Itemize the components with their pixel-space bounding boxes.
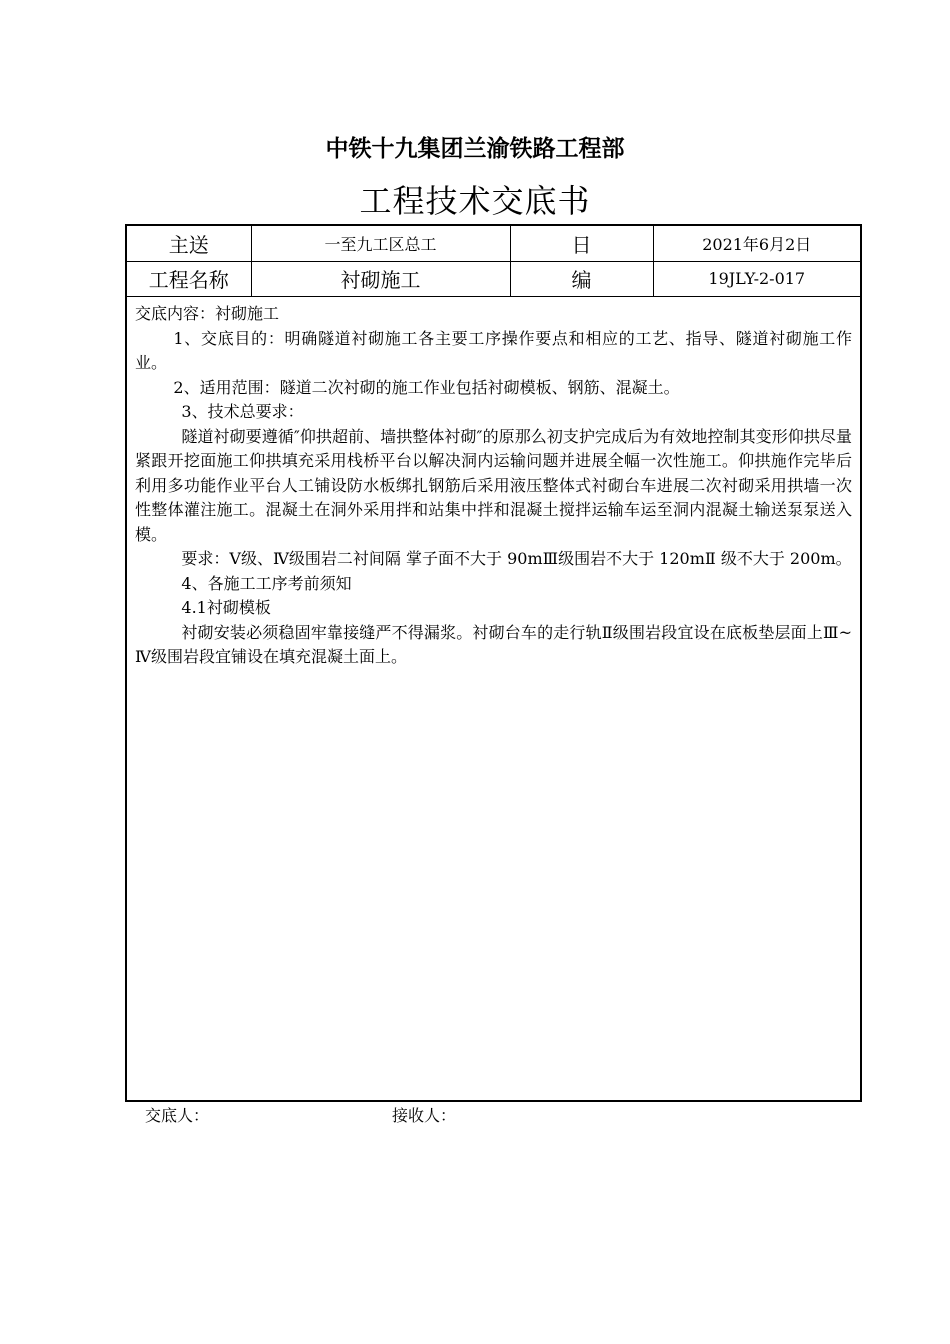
recipient-value: 一至九工区总工 xyxy=(251,226,510,261)
content-subsection: 4.1衬砌模板 xyxy=(181,598,271,617)
content-intro: 交底内容：衬砌施工 xyxy=(135,304,280,323)
info-row-recipient xyxy=(127,226,860,261)
briefing-form xyxy=(125,224,862,1102)
document-title: 工程技术交底书 xyxy=(359,182,591,220)
content-tech-heading: 3、技术总要求： xyxy=(181,402,304,421)
number-value: 19JLY-2-017 xyxy=(653,261,860,296)
content-process-heading: 4、各施工工序考前须知 xyxy=(181,573,352,593)
content-scope: 2、适用范围：隧道二次衬砌的施工作业包括衬砌模板、钢筋、混凝土。 xyxy=(173,377,680,397)
briefing-content xyxy=(127,299,860,670)
info-row-project xyxy=(127,261,860,296)
project-label: 工程名称 xyxy=(127,261,251,296)
date-label: 日 xyxy=(510,226,653,261)
date-value: 2021年6月2日 xyxy=(653,226,860,261)
recipient-label: 主送 xyxy=(127,226,251,261)
content-subsection-body: 衬砌安装必须稳固牢靠接缝严不得漏浆。衬砌台车的走行轨Ⅱ级围岩段宜设在底板垫层面上Ⅲ~Ⅳ级围岩段宜铺设在填充混凝土面上。 xyxy=(135,622,852,666)
project-value: 衬砌施工 xyxy=(251,261,510,296)
content-purpose: 1、交底目的：明确隧道衬砌施工各主要工序操作要点和相应的工艺、指导、隧道衬砌施工作业。 xyxy=(135,328,852,372)
issuer-label: 交底人： xyxy=(145,1106,210,1125)
number-label: 编 xyxy=(510,261,653,296)
info-table xyxy=(127,226,860,297)
content-requirement: 要求：Ⅴ级、Ⅳ级围岩二衬间隔 掌子面不大于 90mⅢ级围岩不大于 120mⅡ 级不大于 200m。 xyxy=(181,549,852,568)
content-tech-body: 隧道衬砌要遵循″仰拱超前、墙拱整体衬砌″的原那么初支护完成后为有效地控制其变形仰拱尽量紧跟开挖面施工仰拱填充采用栈桥平台以解决洞内运输问题并进展全幅一次性施工。仰拱施作完毕后利用多功能作业平台人工铺设防水板绑扎钢筋后采用液压整体式衬砌台车进展二次衬砌采用拱墙一次性整体灌注施工。混凝土在洞外采用拌和站集中拌和混凝土搅拌运输车运至洞内混凝土输送泵泵送入模。 xyxy=(135,426,852,544)
receiver-label: 接收人： xyxy=(392,1106,457,1125)
organization-title: 中铁十九集团兰渝铁路工程部 xyxy=(325,136,625,162)
